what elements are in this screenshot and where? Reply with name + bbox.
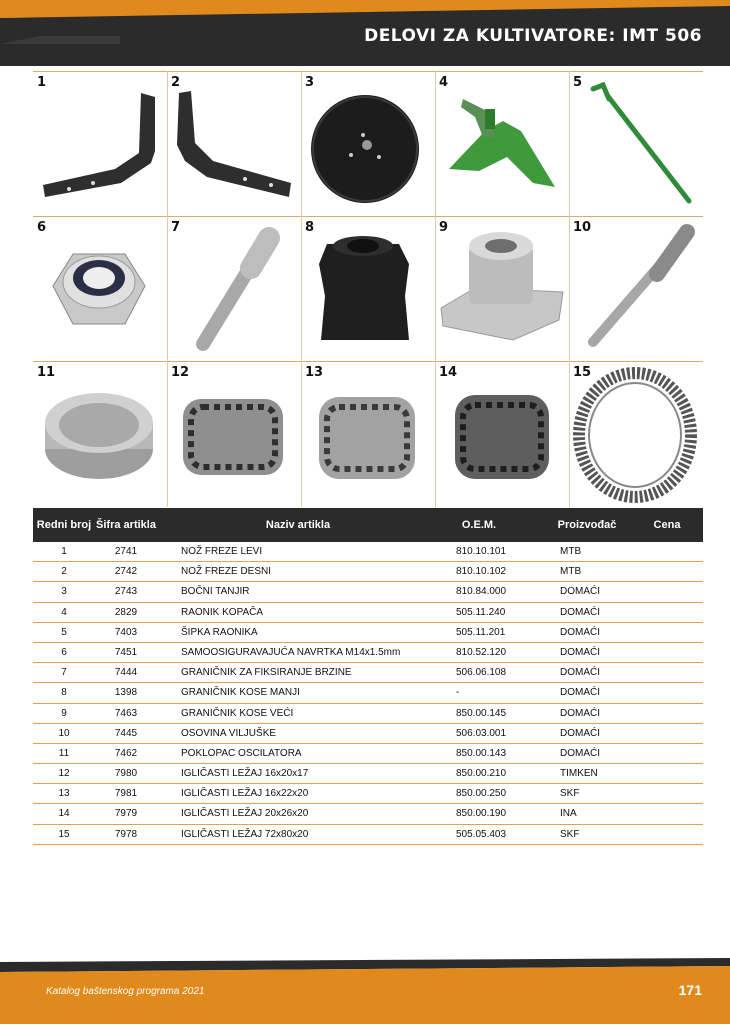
cell-oem: 810.52.120 [456,646,507,658]
table-row [33,623,703,643]
page-title: DELOVI ZA KULTIVATORE: IMT 506 [364,26,702,46]
part-cell [301,216,435,361]
cell-naziv: IGLIČASTI LEŽAJ 16x20x17 [181,768,309,780]
table-row [33,643,703,663]
cell-proizvodjac: DOMAĆI [560,626,600,638]
header-sifra-artikla: Šifra artikla [96,519,156,531]
cell-oem: 506.06.108 [456,667,507,679]
table-row [33,663,703,683]
part-cell [435,361,569,506]
cell-redni-broj: 6 [61,646,67,658]
cell-cena [643,623,703,642]
pin-icon [167,216,301,361]
cell-oem: 505.11.240 [456,606,506,618]
header-proizvodjac: Proizvođač [557,519,617,531]
part-number: 1 [37,75,47,90]
cell-proizvodjac: DOMAĆI [560,646,600,658]
part-number: 7 [171,220,181,235]
part-cell [435,216,569,361]
cell-cena [643,724,703,743]
cell-cena [643,643,703,662]
part-number: 15 [573,365,592,380]
part-cell [569,71,703,216]
cell-sifra: 7978 [114,828,138,840]
cell-oem: 850.00.250 [456,788,507,800]
cell-cena [643,704,703,723]
part-number: 12 [171,365,190,380]
lock-nut-icon [33,216,167,361]
table-row [33,542,703,562]
cell-cena [643,683,703,702]
cell-oem: 810.10.101 [456,546,507,557]
cell-redni-broj: 15 [58,828,70,840]
cell-oem: 505.11.201 [456,626,506,638]
catalog-name: Katalog baštenskog programa 2021 [46,986,205,997]
page-number: 171 [678,982,702,998]
cell-sifra: 1398 [114,687,138,699]
part-cell [569,216,703,361]
header-oem: O.E.M. [461,519,497,531]
table-row [33,804,703,824]
cell-sifra: 7462 [114,747,138,759]
table-row [33,683,703,703]
cell-sifra: 2829 [114,606,138,618]
cell-naziv: NOŽ FREZE DESNI [181,566,272,578]
part-cell [33,361,167,506]
cell-redni-broj: 10 [58,727,70,739]
cell-sifra: 2743 [114,586,138,598]
cell-redni-broj: 9 [61,707,67,719]
table-row [33,724,703,744]
cell-redni-broj: 11 [58,747,70,759]
cell-oem: 850.00.190 [456,808,507,820]
cell-proizvodjac: DOMAĆI [560,707,600,719]
cell-oem: 850.00.143 [456,747,507,759]
cell-oem: 506.03.001 [456,727,507,739]
rod-icon [569,71,703,216]
part-cell [167,71,301,216]
cell-cena [643,744,703,763]
needle-bearing-icon [301,361,435,506]
cell-oem: 850.00.210 [456,768,507,780]
cell-cena [643,825,703,844]
table-row [33,825,703,845]
cell-redni-broj: 3 [61,586,67,598]
cell-oem: 810.10.102 [456,566,507,578]
parts-table [33,508,703,845]
table-body [33,542,703,845]
cell-naziv: POKLOPAC OSCILATORA [181,747,302,759]
square-nut-icon [435,216,569,361]
cell-sifra: 7444 [114,667,138,679]
cell-cena [643,784,703,803]
cell-oem: 850.00.145 [456,707,507,719]
cell-redni-broj: 8 [61,687,67,699]
cell-proizvodjac: DOMAĆI [560,727,600,739]
part-number: 6 [37,220,47,235]
part-cell [167,361,301,506]
left-cutter-blade-icon [33,71,167,216]
cell-cena [643,542,703,561]
cell-naziv: IGLIČASTI LEŽAJ 20x26x20 [181,808,309,820]
cell-naziv: GRANIČNIK KOSE MANJI [181,687,300,699]
cell-sifra: 7463 [114,707,138,719]
part-number: 11 [37,365,56,380]
cell-proizvodjac: SKF [560,788,580,800]
part-number: 14 [439,365,458,380]
cell-sifra: 7981 [114,788,138,800]
header-naziv-artikla: Naziv artikla [265,519,331,531]
cell-cena [643,582,703,601]
part-cell [167,216,301,361]
cell-oem: 505.05.403 [456,828,507,840]
fork-shaft-icon [569,216,703,361]
plow-share-icon [435,71,569,216]
cell-sifra: 2742 [114,566,138,578]
part-cell [301,71,435,216]
cell-redni-broj: 14 [58,808,70,820]
cell-proizvodjac: MTB [560,566,582,578]
cell-proizvodjac: DOMAĆI [560,667,600,679]
cell-redni-broj: 4 [61,606,67,618]
page-header [0,0,730,66]
table-row [33,603,703,623]
cell-naziv: RAONIK KOPAČA [181,606,264,618]
needle-bearing-icon [167,361,301,506]
large-needle-bearing-icon [569,361,703,506]
header-cena: Cena [653,519,681,531]
part-cell [435,71,569,216]
cell-redni-broj: 13 [58,788,70,800]
cell-naziv: GRANIČNIK KOSE VEĆI [181,707,294,719]
disc-icon [301,71,435,216]
part-number: 9 [439,220,449,235]
part-number: 3 [305,75,315,90]
cell-oem: 810.84.000 [456,586,507,598]
part-cell [569,361,703,506]
part-number: 5 [573,75,583,90]
cell-naziv: SAMOOSIGURAVAJUĆA NAVRTKA M14x1.5mm [181,646,401,658]
cell-redni-broj: 2 [61,566,67,578]
cell-cena [643,804,703,823]
cell-naziv: IGLIČASTI LEŽAJ 16x22x20 [181,788,309,800]
cell-proizvodjac: DOMAĆI [560,586,600,598]
cell-naziv: IGLIČASTI LEŽAJ 72x80x20 [181,828,309,840]
cell-proizvodjac: DOMAĆI [560,606,600,618]
cell-naziv: NOŽ FREZE LEVI [181,546,263,557]
cell-sifra: 7980 [114,768,138,780]
cell-proizvodjac: DOMAĆI [560,687,600,699]
black-sleeve-icon [301,216,435,361]
cell-proizvodjac: MTB [560,546,582,557]
cell-redni-broj: 12 [58,768,70,780]
table-row [33,704,703,724]
table-row [33,744,703,764]
cell-naziv: ŠIPKA RAONIKA [181,626,258,638]
part-number: 2 [171,75,181,90]
cell-oem: - [456,687,460,699]
cell-redni-broj: 7 [61,667,67,679]
header-redni-broj: Redni broj [36,519,92,531]
cap-icon [33,361,167,506]
cell-proizvodjac: SKF [560,828,580,840]
cell-cena [643,603,703,622]
part-cell [33,216,167,361]
table-row [33,764,703,784]
cell-naziv: GRANIČNIK ZA FIKSIRANJE BRZINE [181,667,352,679]
table-row [33,582,703,602]
cell-sifra: 7979 [114,808,138,820]
cell-naziv: OSOVINA VILJUŠKE [181,727,277,739]
cell-sifra: 2741 [114,546,138,557]
cell-cena [643,764,703,783]
table-header [33,508,703,542]
cell-proizvodjac: TIMKEN [560,768,598,780]
cell-redni-broj: 5 [61,626,67,638]
table-row [33,562,703,582]
part-cell [301,361,435,506]
part-number: 8 [305,220,315,235]
part-cell [33,71,167,216]
parts-grid [33,71,703,507]
cell-sifra: 7403 [114,626,138,638]
cell-sifra: 7445 [114,727,138,739]
part-number: 10 [573,220,592,235]
cell-cena [643,562,703,581]
needle-bearing-icon [435,361,569,506]
cell-naziv: BOČNI TANJIR [181,586,250,598]
cell-proizvodjac: INA [560,808,577,820]
part-number: 4 [439,75,449,90]
cell-proizvodjac: DOMAĆI [560,747,600,759]
part-number: 13 [305,365,324,380]
cell-cena [643,663,703,682]
cell-sifra: 7451 [114,646,138,658]
cell-redni-broj: 1 [61,546,67,557]
table-row [33,784,703,804]
right-cutter-blade-icon [167,71,301,216]
